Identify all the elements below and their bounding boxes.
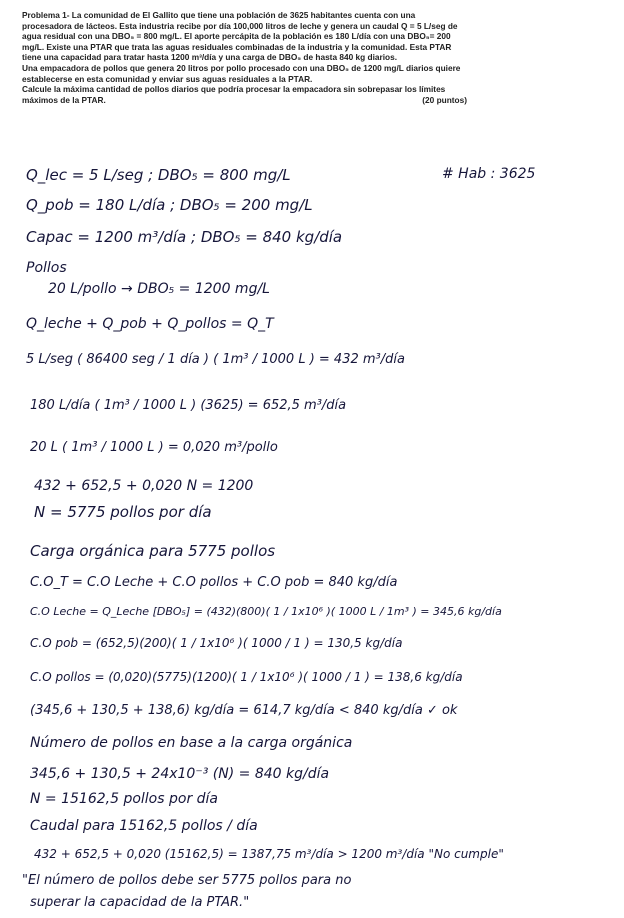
calc-population-flow: 180 L/día ( 1m³ / 1000 L ) (3625) = 652,5 m³/día <box>30 398 347 413</box>
section-chickens-by-load: Número de pollos en base a la carga orgánica <box>30 735 353 751</box>
organic-load-milk: C.O Leche = Q_Leche [DBO₅] = (432)(800)( 1 / 1x10⁶ )( 1000 L / 1m³ ) = 345,6 kg/día <box>30 605 502 618</box>
section-flow-check: Caudal para 15162,5 pollos / día <box>30 818 258 834</box>
problem-paragraph: Una empacadora de pollos que genera 20 litros por pollo procesado con una DBO₅ de 1200 mg/L diarios quiere establecerse en esta comunidad y enviar sus aguas residuales a la PTAR. <box>22 62 461 84</box>
problem-paragraph: Calcule la máxima cantidad de pollos diarios que podría procesar la empacadora sin sobrepasar los límites máximos de la PTAR. <box>22 84 446 105</box>
problem-points: (20 puntos) <box>422 94 467 105</box>
equation-load-n: 345,6 + 130,5 + 24x10⁻³ (N) = 840 kg/día <box>30 766 330 782</box>
given-chicken: 20 L/pollo → DBO₅ = 1200 mg/L <box>48 281 270 297</box>
given-inhabitants: # Hab : 3625 <box>442 166 536 182</box>
result-n: N = 5775 pollos por día <box>34 503 212 521</box>
section-pollos: Pollos <box>26 260 67 276</box>
conclusion-line-2: superar la capacidad de la PTAR." <box>30 895 250 910</box>
calc-industry-flow: 5 L/seg ( 86400 seg / 1 día ) ( 1m³ / 1000 L ) = 432 m³/día <box>26 352 405 367</box>
problem-paragraph: Problema 1- La comunidad de El Gallito que tiene una población de 3625 habitantes cuenta con una procesadora de lácteos. Esta industria recibe por día 100,000 litros de leche y genera un caudal Q = 5 L/seg de agua residual con una DBO₅ = 800 mg/L. El aporte percápita de la población es 180 L/día con una DBO₅= 200 mg/L. Existe una PTAR que trata las aguas residuales combinadas de la industria y la comunidad. Esta PTAR tiene una capacidad para tratar hasta 1200 m³/día y una carga de DBO₅ de hasta 840 kg diarios. <box>22 10 458 63</box>
organic-load-population: C.O pob = (652,5)(200)( 1 / 1x10⁶ )( 1000 / 1 ) = 130,5 kg/día <box>30 636 403 650</box>
equation-n: 432 + 652,5 + 0,020 N = 1200 <box>34 478 254 494</box>
conclusion-line-1: "El número de pollos debe ser 5775 pollos para no <box>22 873 352 888</box>
organic-load-total: C.O_T = C.O Leche + C.O pollos + C.O pob = 840 kg/día <box>30 575 398 590</box>
given-capacity: Capac = 1200 m³/día ; DBO₅ = 840 kg/día <box>26 228 343 246</box>
result-load-n: N = 15162,5 pollos por día <box>30 791 219 807</box>
organic-load-chicken: C.O pollos = (0,020)(5775)(1200)( 1 / 1x10⁶ )( 1000 / 1 ) = 138,6 kg/día <box>30 670 463 684</box>
given-population-flow: Q_pob = 180 L/día ; DBO₅ = 200 mg/L <box>26 196 313 214</box>
section-organic-load: Carga orgánica para 5775 pollos <box>30 542 276 560</box>
flow-balance: Q_leche + Q_pob + Q_pollos = Q_T <box>26 316 274 332</box>
calc-chicken-flow: 20 L ( 1m³ / 1000 L ) = 0,020 m³/pollo <box>30 440 278 455</box>
flow-check: 432 + 652,5 + 0,020 (15162,5) = 1387,75 m³/día > 1200 m³/día "No cumple" <box>34 847 504 861</box>
given-industry-flow: Q_lec = 5 L/seg ; DBO₅ = 800 mg/L <box>26 166 291 184</box>
organic-load-check: (345,6 + 130,5 + 138,6) kg/día = 614,7 kg/día < 840 kg/día ✓ ok <box>30 703 458 718</box>
